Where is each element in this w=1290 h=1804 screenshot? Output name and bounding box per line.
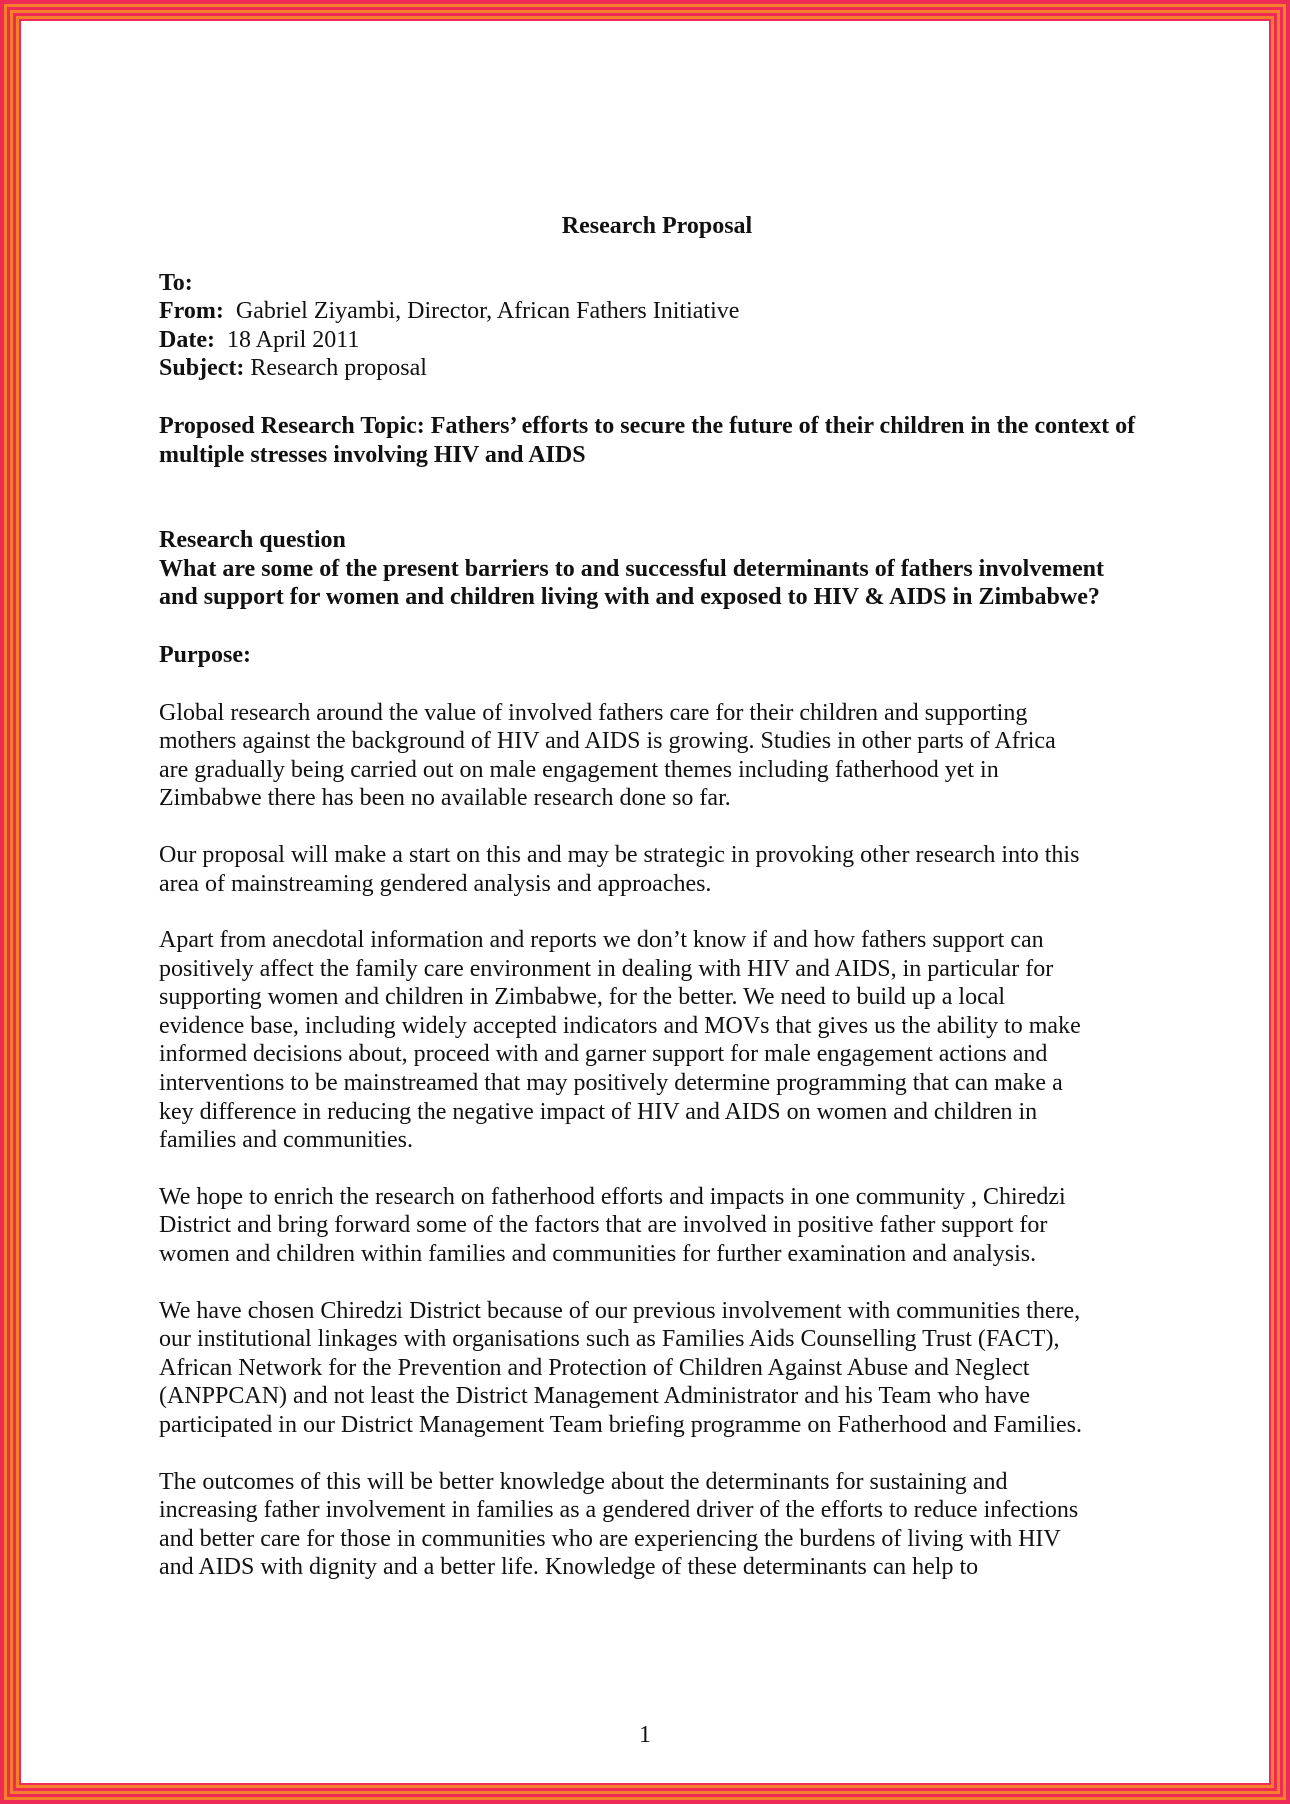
memo-subject-value: Research proposal <box>250 355 427 382</box>
memo-date-label: Date: <box>159 326 215 353</box>
paragraph: Our proposal will make a start on this and may be strategic in provoking other research into this area of mainstreaming gendered analysis and approaches. <box>159 841 1080 897</box>
page-number: 1 <box>639 1722 651 1748</box>
memo-date-row <box>159 326 1139 355</box>
purpose-heading: Purpose: <box>159 641 251 668</box>
paragraph: Apart from anecdotal information and reports we don’t know if and how fathers support can positively affect the family care environment in dealing with HIV and AIDS, in particular for supporting women and children in Zimbabwe, for the better. We need to build up a local evidence base, including widely accepted indicators and MOVs that gives us the ability to make informed decisions about, proceed with and garner support for male engagement actions and interventions to be mainstreamed that may positively determine programming that can make a key difference in reducing the negative impact of HIV and AIDS on women and children in families and communities. <box>159 927 1081 1154</box>
memo-date-value: 18 April 2011 <box>226 326 360 353</box>
memo-from-label: From: <box>159 298 224 325</box>
paragraph: Global research around the value of involved fathers care for their children and supporting mothers against the background of HIV and AIDS is growing. Studies in other parts of Africa are gradually being carried out on male engagement themes including fatherhood yet in Zimbabwe there has been no available research done so far. <box>159 699 1056 812</box>
paragraph: We hope to enrich the research on fatherhood efforts and impacts in one community , Chiredzi District and bring forward some of the factors that are involved in positive father support for women and children within families and communities for further examination and analysis. <box>159 1183 1066 1268</box>
paragraph: We have chosen Chiredzi District because of our previous involvement with communities there, our institutional linkages with organisations such as Families Aids Counselling Trust (FACT), African Network for the Prevention and Protection of Children Against Abuse and Neglect (ANPPCAN) and not least the District Management Administrator and his Team who have participated in our District Management Team briefing programme on Fatherhood and Families. <box>159 1297 1082 1438</box>
memo-subject-row <box>159 354 1139 383</box>
document-title: Research Proposal <box>561 213 753 239</box>
memo-subject-label: Subject: <box>159 355 245 382</box>
memo-from-value: Gabriel Ziyambi, Director, African Fathers Initiative <box>235 298 740 325</box>
research-question-heading: Research question <box>159 527 346 554</box>
document-body <box>159 212 1139 1582</box>
paragraph: The outcomes of this will be better knowledge about the determinants for sustaining and increasing father involvement in families as a gendered driver of the efforts to reduce infections and better care for those in communities who are experiencing the burdens of living with HIV and AIDS with dignity and a better life. Knowledge of these determinants can help to <box>159 1468 1079 1581</box>
memo-header <box>159 269 1139 383</box>
memo-to-row <box>159 269 1139 298</box>
research-question-text: What are some of the present barriers to and successful determinants of fathers involvement and support for women and children living with and exposed to HIV & AIDS in Zimbabwe? <box>159 555 1104 611</box>
memo-from-row <box>159 297 1139 326</box>
memo-to-label: To: <box>159 269 193 296</box>
research-topic: Proposed Research Topic: Fathers’ efforts to secure the future of their children in the context of multiple stresses involving HIV and AIDS <box>159 412 1136 468</box>
